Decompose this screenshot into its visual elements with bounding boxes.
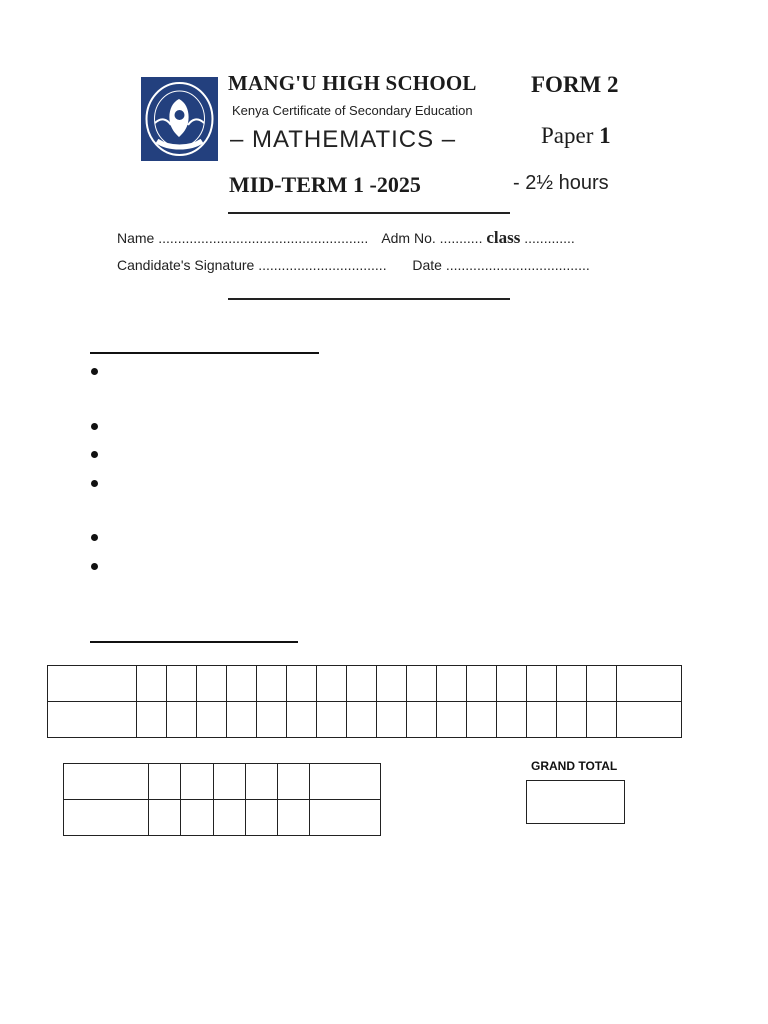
score-cell[interactable] [437, 702, 467, 738]
name-label: Name [117, 230, 155, 246]
score-table-row [48, 666, 682, 702]
score-cell[interactable] [557, 702, 587, 738]
score-cell[interactable] [317, 702, 347, 738]
score-cell [527, 666, 557, 702]
bullet-icon [91, 368, 98, 375]
score-cell [137, 666, 167, 702]
score-cell [497, 666, 527, 702]
grand-total-label: GRAND TOTAL [531, 759, 618, 773]
score-cell [287, 666, 317, 702]
score-cell[interactable] [64, 800, 149, 836]
score-cell[interactable] [149, 800, 181, 836]
header-bottom-rule [228, 298, 510, 300]
date-field[interactable]: ..................................... [445, 257, 590, 273]
score-cell[interactable] [257, 702, 287, 738]
section-1-score-table [47, 665, 682, 738]
school-crest-icon [141, 77, 218, 161]
score-cell [181, 764, 214, 800]
bullet-icon [91, 534, 98, 541]
score-cell [317, 666, 347, 702]
exam-title: MID-TERM 1 -2025 [229, 172, 421, 197]
score-table-row [64, 764, 381, 800]
grand-total-box[interactable] [526, 780, 625, 824]
score-cell[interactable] [587, 702, 617, 738]
score-cell [278, 764, 310, 800]
score-cell [167, 666, 197, 702]
score-cell[interactable] [497, 702, 527, 738]
score-cell[interactable] [246, 800, 278, 836]
score-cell[interactable] [407, 702, 437, 738]
bullet-icon [91, 480, 98, 487]
score-cell[interactable] [347, 702, 377, 738]
adm-field[interactable]: ........... [439, 230, 483, 246]
score-cell[interactable] [467, 702, 497, 738]
score-cell [64, 764, 149, 800]
score-cell[interactable] [377, 702, 407, 738]
signature-field[interactable]: ................................. [258, 257, 387, 273]
exam-duration: - 2½ hours [513, 172, 609, 194]
school-crest [141, 77, 218, 161]
score-cell [617, 666, 682, 702]
section-2-score-table [63, 763, 381, 836]
score-cell [214, 764, 246, 800]
candidate-row-2 [117, 257, 590, 273]
score-cell [407, 666, 437, 702]
signature-label: Candidate's Signature [117, 257, 255, 273]
name-field[interactable]: ...................................................... [158, 230, 369, 246]
score-cell[interactable] [527, 702, 557, 738]
score-cell[interactable] [167, 702, 197, 738]
adm-label: Adm No. [381, 230, 436, 246]
score-cell [587, 666, 617, 702]
school-name: MANG'U HIGH SCHOOL [228, 71, 477, 95]
score-cell [197, 666, 227, 702]
score-cell [227, 666, 257, 702]
title-underline [228, 212, 510, 214]
candidate-row-1 [117, 228, 575, 248]
score-cell [310, 764, 381, 800]
score-cell[interactable] [287, 702, 317, 738]
score-cell[interactable] [617, 702, 682, 738]
score-cell [257, 666, 287, 702]
paper-number: 1 [599, 123, 611, 148]
bullet-icon [91, 423, 98, 430]
bullet-icon [91, 451, 98, 458]
score-cell [437, 666, 467, 702]
score-cell [48, 666, 137, 702]
score-cell[interactable] [197, 702, 227, 738]
score-cell [557, 666, 587, 702]
score-cell[interactable] [214, 800, 246, 836]
score-table-row [64, 800, 381, 836]
subject-title: – MATHEMATICS – [230, 126, 457, 153]
score-cell [467, 666, 497, 702]
paper-label [541, 123, 611, 149]
score-cell [347, 666, 377, 702]
class-field[interactable]: ............. [524, 230, 575, 246]
instructions-heading-underline [90, 352, 319, 354]
exam-body: Kenya Certificate of Secondary Education [232, 103, 473, 118]
score-cell [377, 666, 407, 702]
score-cell[interactable] [137, 702, 167, 738]
examiners-use-heading-underline [90, 641, 298, 643]
score-cell[interactable] [310, 800, 381, 836]
score-cell[interactable] [278, 800, 310, 836]
score-cell [246, 764, 278, 800]
score-cell[interactable] [48, 702, 137, 738]
class-label: class [486, 228, 521, 247]
score-cell[interactable] [227, 702, 257, 738]
date-label: Date [412, 257, 442, 273]
score-cell[interactable] [181, 800, 214, 836]
score-cell [149, 764, 181, 800]
bullet-icon [91, 563, 98, 570]
form-level: FORM 2 [531, 72, 619, 97]
paper-word: Paper [541, 123, 594, 148]
score-table-row [48, 702, 682, 738]
